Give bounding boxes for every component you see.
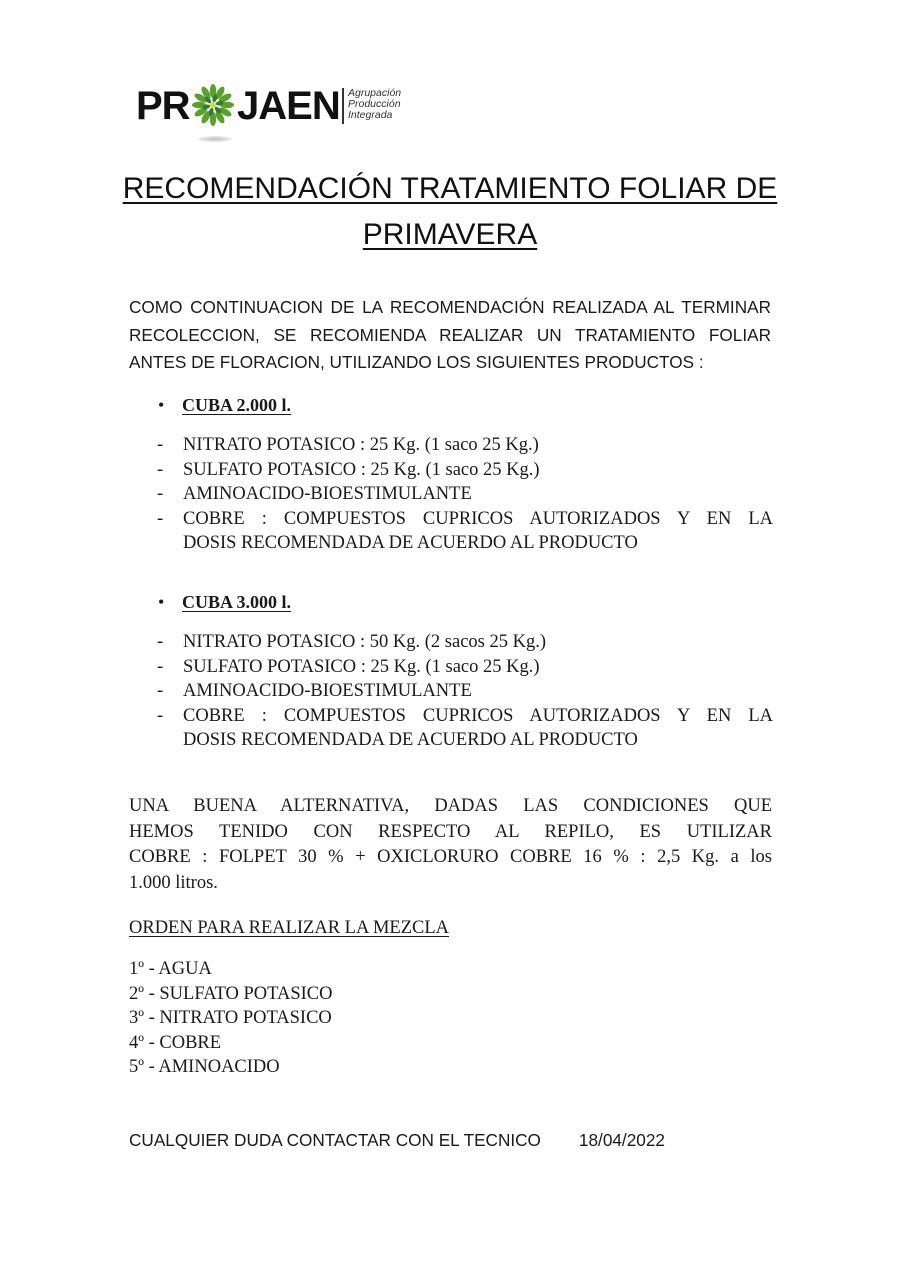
mix-order-heading: ORDEN PARA REALIZAR LA MEZCLA xyxy=(129,918,450,938)
alternative-line: COBRE : FOLPET 30 % + OXICLORURO COBRE 16 % : 2,5 Kg. a los xyxy=(129,847,772,867)
list-item-text: COBRE : COMPUESTOS CUPRICOS AUTORIZADOS Y EN LA xyxy=(183,508,773,529)
leaf-burst-icon xyxy=(190,82,236,128)
intro-line: COMO CONTINUACION DE LA RECOMENDACIÓN REALIZADA AL TERMINAR xyxy=(129,297,771,317)
list-item xyxy=(157,655,773,680)
logo-tagline-line: Agrupación xyxy=(348,87,402,99)
list-item-text: NITRATO POTASICO : 25 Kg. (1 saco 25 Kg.) xyxy=(183,435,539,455)
alternative-line: UNA BUENA ALTERNATIVA, DADAS LAS CONDICIONES QUE xyxy=(129,796,772,816)
alternative-line: HEMOS TENIDO CON RESPECTO AL REPILO, ES UTILIZAR xyxy=(129,821,772,842)
mix-order-steps xyxy=(129,957,333,1080)
intro-line: ANTES DE FLORACION, UTILIZANDO LOS SIGUIENTES PRODUCTOS : xyxy=(129,352,704,372)
logo-shadow xyxy=(198,136,232,142)
list-item xyxy=(157,482,773,507)
section-heading-cuba-3000 xyxy=(158,590,291,614)
list-item xyxy=(157,704,773,753)
logo-tagline-line: Producción xyxy=(348,98,401,110)
mix-step: 3º - NITRATO POTASICO xyxy=(129,1008,332,1028)
list-item-text: AMINOACIDO-BIOESTIMULANTE xyxy=(183,681,472,701)
list-item-text: NITRATO POTASICO : 50 Kg. (2 sacos 25 Kg.) xyxy=(183,632,547,652)
section-items-cuba-2000 xyxy=(157,433,773,556)
list-item xyxy=(157,458,773,483)
dash-marker: - xyxy=(157,459,164,480)
logo-word-jaen: JAEN xyxy=(237,84,340,128)
bullet-icon: • xyxy=(158,592,165,612)
dash-marker: - xyxy=(157,705,164,726)
dash-marker: - xyxy=(157,435,164,455)
list-item-text: AMINOACIDO-BIOESTIMULANTE xyxy=(183,484,472,504)
footer-contact xyxy=(129,1128,665,1152)
section-heading-text: CUBA 2.000 l. xyxy=(182,395,292,415)
section-heading-cuba-2000 xyxy=(158,393,291,417)
mix-step: 1º - AGUA xyxy=(129,959,212,979)
document-title xyxy=(100,166,800,258)
logo-tagline xyxy=(348,88,401,121)
title-line-1: RECOMENDACIÓN TRATAMIENTO FOLIAR DE xyxy=(122,172,778,205)
dash-marker: - xyxy=(157,681,164,701)
mix-step: 4º - COBRE xyxy=(129,1032,222,1053)
logo-divider xyxy=(342,88,344,124)
list-item xyxy=(157,507,773,556)
intro-line: RECOLECCION, SE RECOMIENDA REALIZAR UN TRATAMIENTO FOLIAR xyxy=(129,324,771,345)
intro-paragraph xyxy=(129,294,771,377)
dash-marker: - xyxy=(157,508,164,529)
logo-word-pr: PR xyxy=(136,84,190,128)
title-line-2: PRIMAVERA xyxy=(362,218,538,251)
contact-text: CUALQUIER DUDA CONTACTAR CON EL TECNICO xyxy=(129,1130,541,1150)
dash-marker: - xyxy=(157,484,164,504)
dash-marker: - xyxy=(157,656,164,677)
list-item xyxy=(157,433,773,458)
list-item xyxy=(157,630,773,655)
dash-marker: - xyxy=(157,632,164,652)
mix-step: 5º - AMINOACIDO xyxy=(129,1057,280,1077)
section-heading-text: CUBA 3.000 l. xyxy=(182,592,292,612)
mix-step: 2º - SULFATO POTASICO xyxy=(129,983,333,1004)
logo-tagline-line: Integrada xyxy=(348,109,393,121)
alternative-line: 1.000 litros. xyxy=(129,872,218,893)
list-item xyxy=(157,679,773,704)
bullet-icon: • xyxy=(158,395,165,415)
section-items-cuba-3000 xyxy=(157,630,773,753)
projaen-logo xyxy=(136,80,426,146)
list-item-text: DOSIS RECOMENDADA DE ACUERDO AL PRODUCTO xyxy=(183,730,638,750)
list-item-text: COBRE : COMPUESTOS CUPRICOS AUTORIZADOS Y EN LA xyxy=(183,705,773,726)
list-item-text: SULFATO POTASICO : 25 Kg. (1 saco 25 Kg.) xyxy=(183,459,540,480)
list-item-text: SULFATO POTASICO : 25 Kg. (1 saco 25 Kg.) xyxy=(183,656,540,677)
list-item-text: DOSIS RECOMENDADA DE ACUERDO AL PRODUCTO xyxy=(183,533,638,553)
alternative-paragraph xyxy=(129,794,772,896)
document-date: 18/04/2022 xyxy=(578,1130,665,1150)
